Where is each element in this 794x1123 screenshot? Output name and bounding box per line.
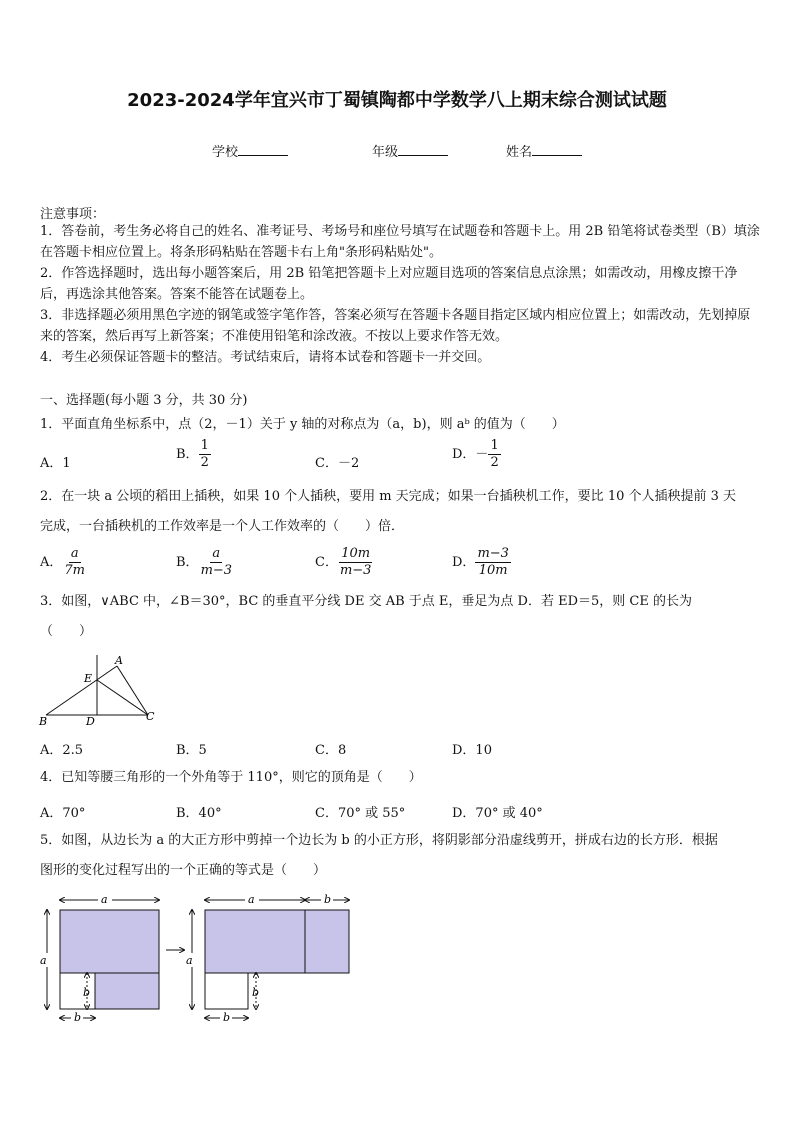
note-item: 3．非选择题必须用黑色字迹的钢笔或签字笔作答，答案必须写在答题卡各题目指定区域内相应位置上；如需改动，先划掉原来的答案，然后再写上新答案；不准使用铅笔和涂改液。不按以上要求作答无效。	[40, 308, 751, 344]
q2-option-a	[40, 546, 87, 579]
school-label: 学校	[212, 145, 239, 160]
note-item: 4．考生必须保证答题卡的整洁。考试结束后，请将本试卷和答题卡一并交回。	[40, 350, 491, 365]
q1-option-b-label: B．	[176, 447, 199, 462]
numerator: 1	[200, 438, 209, 453]
left-shaded-top	[60, 910, 159, 973]
dim-a-top-right: a	[248, 893, 255, 906]
q3-option-b: B．5	[176, 743, 207, 758]
q2-option-a-fraction	[62, 546, 87, 579]
q1-option-d-fraction	[488, 438, 500, 471]
q2-option-d-fraction	[475, 546, 511, 579]
q1-option-c: C．－2	[315, 456, 360, 471]
q4-option-d: D．70° 或 40°	[452, 806, 543, 821]
grade-label: 年级	[372, 145, 399, 160]
fig-label-a: A	[115, 654, 123, 667]
q5-square-figure	[34, 890, 364, 1035]
right-cut-square	[205, 973, 248, 1009]
q2-option-d-label: D．	[452, 555, 476, 570]
q5-stem-line1: 5．如图，从边长为 a 的大正方形中剪掉一个边长为 b 的小正方形，将阴影部分沿虚线剪开，拼成右边的长方形．根据	[40, 833, 718, 848]
q2-option-c	[315, 546, 373, 579]
fig-label-c: C	[146, 710, 155, 723]
left-shaded-bottom	[95, 973, 159, 1009]
q2-option-c-fraction	[338, 546, 374, 579]
q1-option-b	[176, 438, 211, 471]
denominator: 2	[490, 455, 499, 470]
q3-stem-line1: 3．如图，∨ABC 中，∠B＝30°，BC 的垂直平分线 DE 交 AB 于点 E，垂足为点 D．若 ED＝5，则 CE 的长为	[40, 594, 692, 609]
note-item: 1．答卷前，考生务必将自己的姓名、准考证号、考场号和座位号填写在试题卷和答题卡上。用 2B 铅笔将试卷类型（B）填涂在答题卡相应位置上。将条形码粘贴在答题卡右上角"条形码粘贴处"。	[40, 224, 760, 260]
denominator: m−3	[339, 563, 372, 578]
dim-b-bottom: b	[74, 1011, 82, 1024]
q4-stem: 4．已知等腰三角形的一个外角等于 110°，则它的顶角是（ ）	[40, 770, 422, 785]
denominator: 2	[200, 455, 209, 470]
q2-stem-line1: 2．在一块 a 公顷的稻田上插秧，如果 10 个人插秧，要用 m 天完成；如果一台插秧机工作，要比 10 个人插秧提前 3 天	[40, 489, 737, 504]
numerator: m−3	[477, 546, 509, 561]
fig-label-e: E	[84, 672, 93, 685]
dim-b-bottom-right: b	[223, 1011, 231, 1024]
q1-option-d	[452, 438, 501, 471]
dim-a-left-right: a	[186, 954, 193, 967]
q4-option-b: B．40°	[176, 806, 222, 821]
q2-stem-line2: 完成，一台插秧机的工作效率是一个人工作效率的（ ）倍．	[40, 519, 405, 534]
q2-option-d	[452, 546, 511, 579]
q3-option-c: C．8	[315, 743, 347, 758]
q3-triangle-figure	[36, 652, 166, 730]
q1-option-b-fraction	[199, 438, 211, 471]
q3-option-d: D．10	[452, 743, 492, 758]
q4-option-a: A．70°	[40, 806, 86, 821]
q1-stem: 1．平面直角坐标系中，点（2，－1）关于 y 轴的对称点为（a，b)，则 aᵇ 的值为（ ）	[40, 417, 565, 432]
numerator: a	[212, 546, 221, 561]
school-blank	[238, 143, 288, 156]
dim-b-side-right: b	[252, 986, 260, 999]
fig-label-d: D	[86, 715, 95, 728]
name-label: 姓名	[506, 145, 533, 160]
denominator: m−3	[200, 563, 233, 578]
name-blank	[532, 143, 582, 156]
grade-blank	[398, 143, 448, 156]
exam-title: 2023-2024学年宜兴市丁蜀镇陶都中学数学八上期末综合测试试题	[127, 90, 667, 111]
dim-b-top-right: b	[324, 893, 332, 906]
name-field	[506, 141, 582, 160]
q4-option-c: C．70° 或 55°	[315, 806, 406, 821]
q2-option-c-label: C．	[315, 555, 338, 570]
q2-option-b-label: B．	[176, 555, 199, 570]
denominator: 10m	[478, 563, 508, 578]
q2-option-b	[176, 546, 234, 579]
note-item: 2．作答选择题时，选出每小题答案后，用 2B 铅笔把答题卡上对应题目选项的答案信息点涂黑；如需改动，用橡皮擦干净后，再选涂其他答案。答案不能答在试题卷上。	[40, 266, 738, 302]
q3-option-a: A．2.5	[40, 743, 84, 758]
q1-option-a: A．1	[40, 456, 71, 471]
dim-a-left: a	[40, 954, 47, 967]
grade-field	[372, 141, 448, 160]
section-heading: 一、选择题(每小题 3 分，共 30 分)	[40, 393, 248, 408]
dim-a-top: a	[101, 893, 108, 906]
denominator: 7m	[64, 563, 85, 578]
q5-stem-line2: 图形的变化过程写出的一个正确的等式是（ ）	[40, 863, 327, 878]
numerator: a	[70, 546, 79, 561]
numerator: 1	[490, 438, 499, 453]
right-rectangle	[205, 910, 349, 973]
q1-option-d-label: D．－	[452, 447, 489, 462]
q3-stem-line2: （ ）	[40, 624, 93, 639]
q2-option-a-label: A．	[40, 555, 63, 570]
school-field	[212, 141, 288, 160]
notes-heading: 注意事项：	[40, 207, 106, 222]
dim-b-side: b	[83, 986, 91, 999]
q2-option-b-fraction	[199, 546, 235, 579]
fig-label-b: B	[39, 715, 48, 728]
numerator: 10m	[341, 546, 371, 561]
